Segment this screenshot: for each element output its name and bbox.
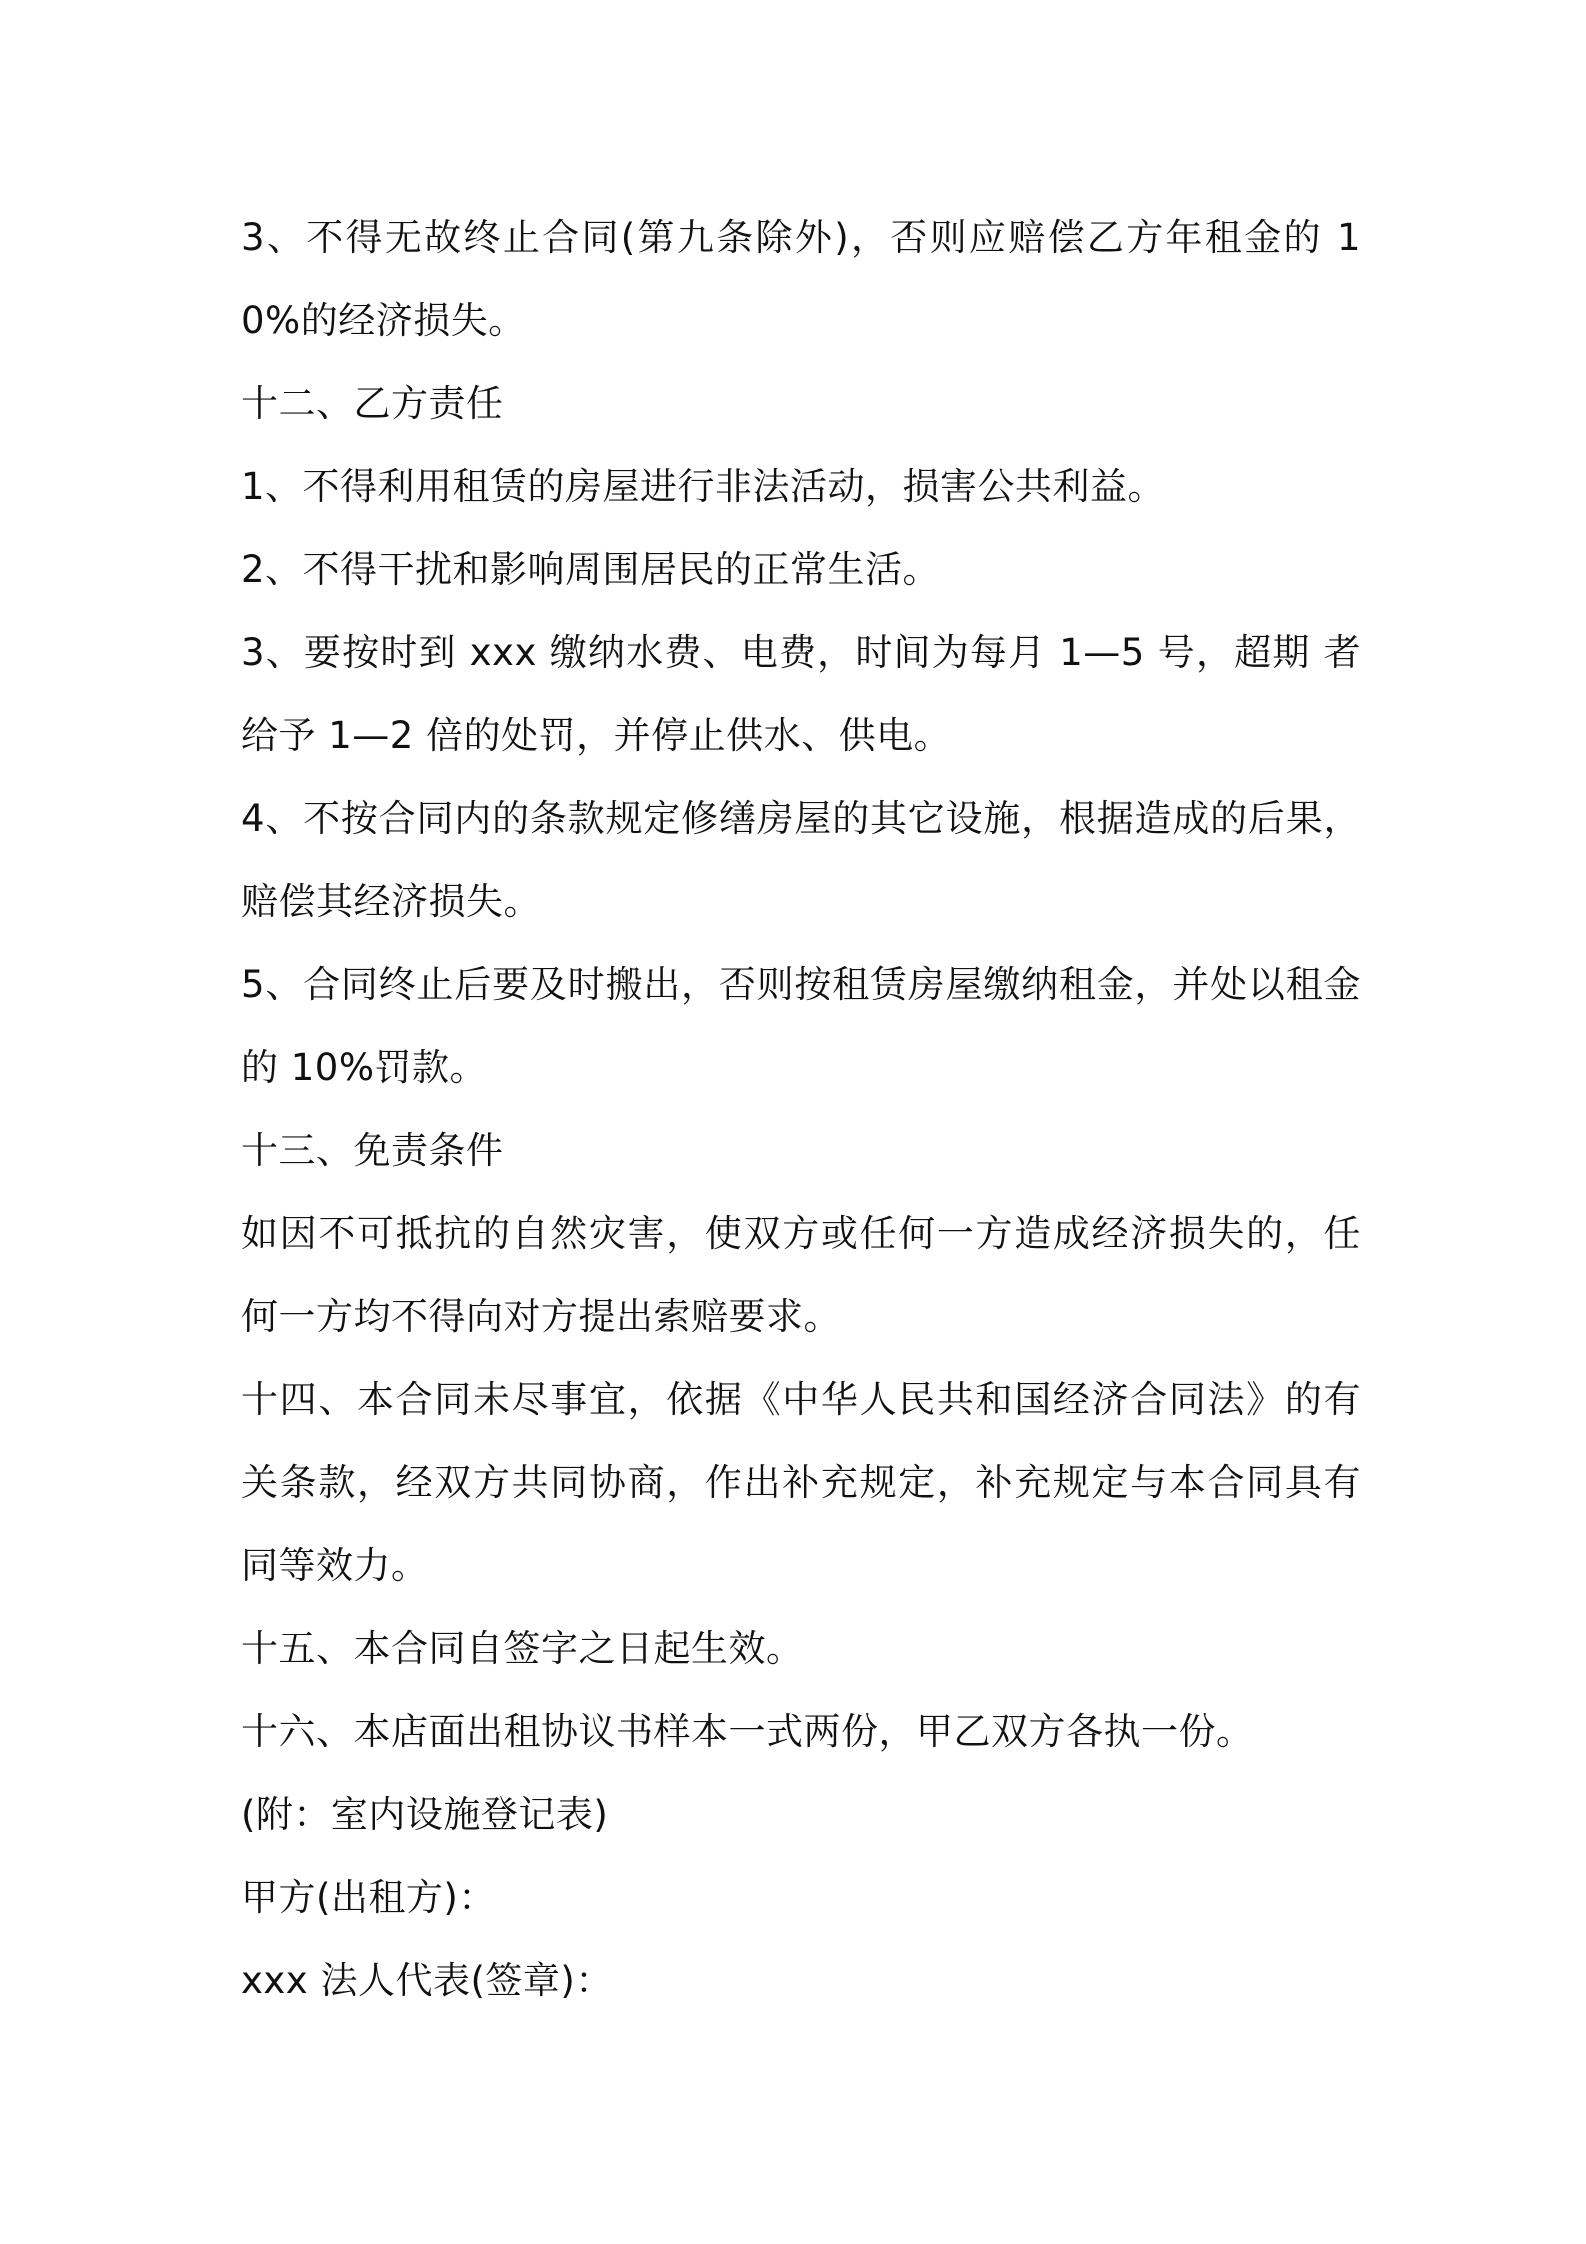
section-15-paragraph: 十五、本合同自签字之日起生效。 — [241, 1627, 804, 1670]
attachment-note: (附：室内设施登记表) — [241, 1793, 609, 1836]
section-14-paragraph: 十四、本合同未尽事宜，依据《中华人民共和国经济合同法》的有关条款，经双方共同协商，作出补充规定，补充规定与本合同具有同等效力。 — [241, 1378, 1361, 1587]
section-16-paragraph: 十六、本店面出租协议书样本一式两份，甲乙双方各执一份。 — [241, 1710, 1254, 1753]
clause-5-move-out: 5、合同终止后要及时搬出，否则按租赁房屋缴纳租金，并处以租金的 10%罚款。 — [241, 963, 1361, 1089]
clause-2-no-disturbance: 2、不得干扰和影响周围居民的正常生活。 — [241, 548, 941, 591]
party-a-label: 甲方(出租方)： — [241, 1876, 496, 1919]
clause-1-no-illegal-activity: 1、不得利用租赁的房屋进行非法活动，损害公共利益。 — [241, 465, 1166, 508]
clause-4-repair-compensation: 4、不按合同内的条款规定修缮房屋的其它设施，根据造成的后果，赔偿其经济损失。 — [241, 797, 1361, 923]
section-13-heading: 十三、免责条件 — [241, 1129, 504, 1172]
document-body — [241, 196, 1361, 2022]
section-12-heading: 十二、乙方责任 — [241, 382, 504, 425]
clause-3-no-termination: 3、不得无故终止合同(第九条除外)，否则应赔偿乙方年租金的 10%的经济损失。 — [241, 216, 1361, 342]
legal-representative-signature-label: xxx 法人代表(签章)： — [241, 1959, 613, 2002]
force-majeure-paragraph: 如因不可抵抗的自然灾害，使双方或任何一方造成经济损失的，任何一方均不得向对方提出索赔要求。 — [241, 1212, 1361, 1338]
clause-3-utility-payment: 3、要按时到 xxx 缴纳水费、电费，时间为每月 1—5 号，超期 者给予 1—2 倍的处罚，并停止供水、供电。 — [241, 631, 1361, 757]
